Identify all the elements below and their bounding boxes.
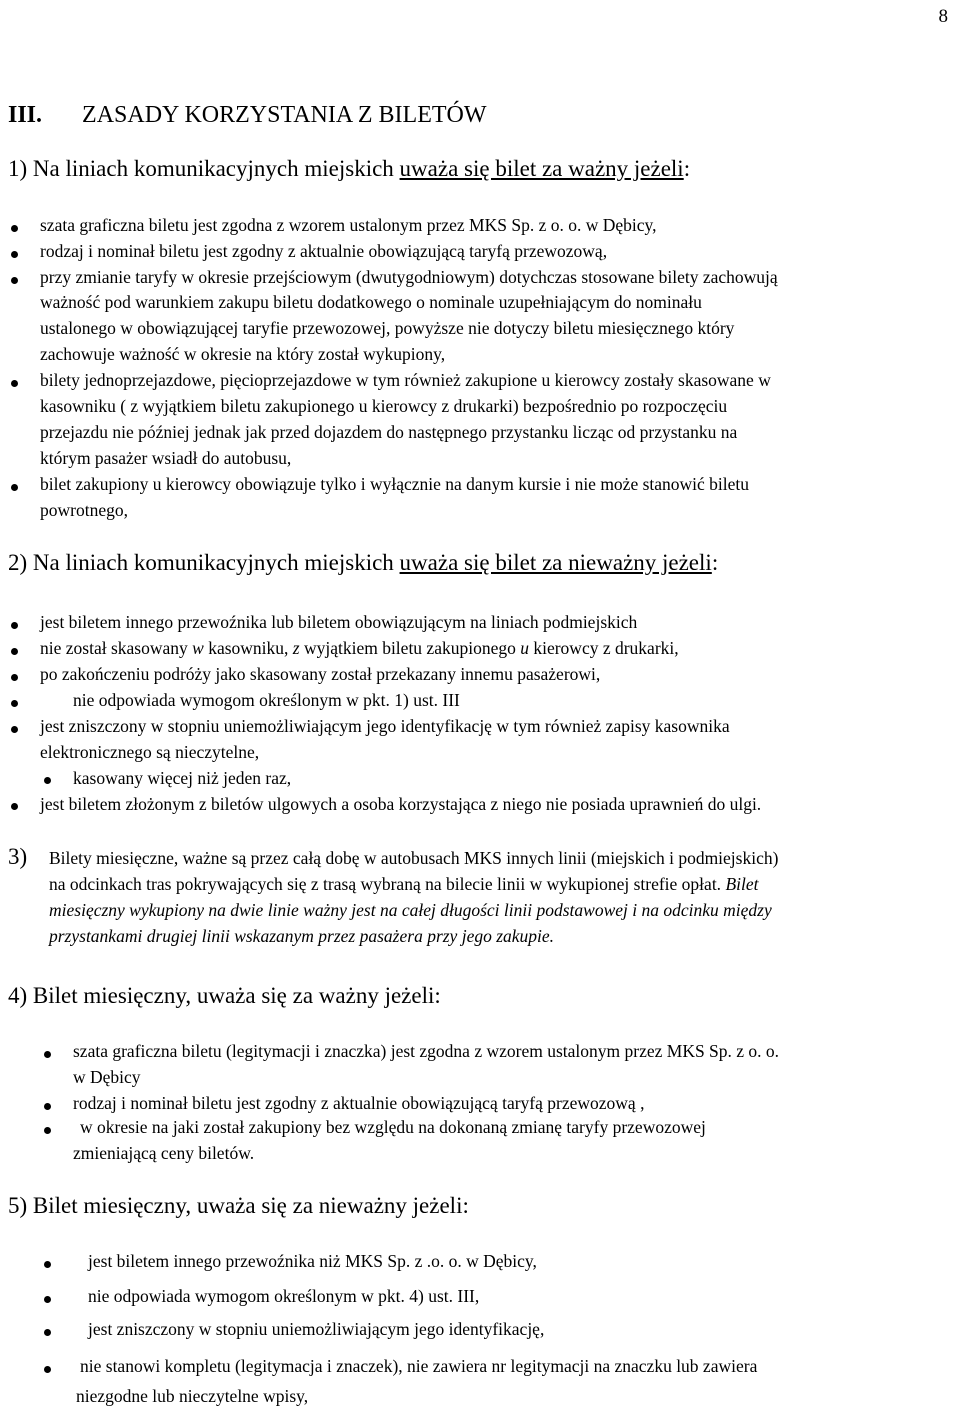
bullet bbox=[44, 1261, 51, 1268]
section-3-number: 3) bbox=[8, 844, 28, 869]
bullet bbox=[44, 1103, 51, 1110]
s2-line: jest biletem innego przewoźnika lub biletem obowiązującym na liniach podmiejskich bbox=[40, 612, 638, 632]
section-1-underlined: uważa się bilet za ważny jeżeli bbox=[399, 156, 684, 181]
s2-line: jest zniszczony w stopniu uniemożliwiającym jego identyfikację w tym również zapisy kasownika bbox=[40, 716, 730, 736]
s2-text: kasowniku, bbox=[203, 638, 293, 658]
bullet bbox=[11, 803, 18, 810]
page-number: 8 bbox=[938, 6, 948, 27]
s3-line bbox=[49, 926, 554, 947]
s1-line: bilet zakupiony u kierowcy obowiązuje tylko i wyłącznie na danym kursie i nie może stanowić biletu bbox=[40, 474, 750, 494]
s1-line: przejazdu nie później jednak jak przed dojazdem do następnego przystanku licząc od przystanku na bbox=[40, 422, 738, 442]
s1-line: powrotnego, bbox=[40, 500, 128, 520]
bullet bbox=[44, 777, 51, 784]
s4-line: rodzaj i nominał biletu jest zgodny z aktualnie obowiązującą taryfą przewozową , bbox=[73, 1093, 645, 1113]
section-5-heading: 5) Bilet miesięczny, uważa się za nieważny jeżeli: bbox=[8, 1193, 469, 1218]
s3-text: na odcinkach tras pokrywających się z trasą wybraną na bilecie linii w wykupionej strefie opłat. bbox=[49, 874, 726, 894]
bullet bbox=[44, 1366, 51, 1373]
bullet bbox=[44, 1329, 51, 1336]
s4-line: w okresie na jaki został zakupiony bez względu na dokonaną zmianę taryfy przewozowej bbox=[80, 1117, 706, 1137]
s4-line: szata graficzna biletu (legitymacji i znaczka) jest zgodna z wzorem ustalonym przez MKS Sp. z o. o. bbox=[73, 1041, 780, 1061]
s4-line: zmieniającą ceny biletów. bbox=[73, 1143, 255, 1163]
bullet bbox=[11, 700, 18, 707]
section-1-lead: 1) Na liniach komunikacyjnych miejskich bbox=[8, 156, 400, 181]
bullet bbox=[11, 622, 18, 629]
s5-line: nie odpowiada wymogom określonym w pkt. 4) ust. III, bbox=[88, 1286, 480, 1306]
s3-line bbox=[49, 874, 758, 895]
bullet bbox=[11, 674, 18, 681]
section-4-heading: 4) Bilet miesięczny, uważa się za ważny jeżeli: bbox=[8, 983, 441, 1008]
s2-italic: z bbox=[292, 638, 300, 658]
s1-line: którym pasażer wsiadł do autobusu, bbox=[40, 448, 292, 468]
s4-line: w Dębicy bbox=[73, 1067, 141, 1087]
s2-line: po zakończeniu podróży jako skasowany został przekazany innemu pasażerowi, bbox=[40, 664, 601, 684]
s2-text: nie został skasowany bbox=[40, 638, 193, 658]
s1-line: szata graficzna biletu jest zgodna z wzorem ustalonym przez MKS Sp. z o. o. w Dębicy, bbox=[40, 215, 657, 235]
bullet bbox=[11, 251, 18, 258]
bullet bbox=[11, 380, 18, 387]
s3-italic: przystankami drugiej linii wskazanym przez pasażera przy jego zakupie. bbox=[49, 926, 555, 946]
chapter-heading bbox=[8, 102, 487, 129]
s5-line: jest biletem innego przewoźnika niż MKS Sp. z .o. o. w Dębicy, bbox=[88, 1251, 537, 1271]
s2-line bbox=[40, 638, 679, 659]
s2-text: kierowcy z drukarki, bbox=[528, 638, 679, 658]
s1-line: bilety jednoprzejazdowe, pięcioprzejazdowe w tym również zakupione u kierowcy zostały skasowane w bbox=[40, 370, 771, 390]
s3-line bbox=[49, 900, 772, 921]
s1-line: przy zmianie taryfy w okresie przejściowym (dwutygodniowym) dotychczas stosowane bilety zachowują bbox=[40, 267, 778, 287]
s3-line: Bilety miesięczne, ważne są przez całą dobę w autobusach MKS innych linii (miejskich i podmiejskich) bbox=[49, 848, 779, 868]
s3-italic: miesięczny wykupiony na dwie linie ważny jest na całej długości linii podstawowej i na odcinku między bbox=[49, 900, 772, 920]
s2-line: jest biletem złożonym z biletów ulgowych a osoba korzystająca z niego nie posiada uprawnień do ulgi. bbox=[40, 794, 762, 814]
s1-line: rodzaj i nominał biletu jest zgodny z aktualnie obowiązującą taryfą przewozową, bbox=[40, 241, 608, 261]
s2-line: elektronicznego są nieczytelne, bbox=[40, 742, 260, 762]
bullet bbox=[11, 277, 18, 284]
chapter-title: ZASADY KORZYSTANIA Z BILETÓW bbox=[82, 102, 487, 128]
s5-line: nie stanowi kompletu (legitymacja i znaczek), nie zawiera nr legitymacji na znaczku lub zawiera bbox=[80, 1356, 758, 1376]
bullet bbox=[11, 225, 18, 232]
s1-line: zachowuje ważność w okresie na który został wykupiony, bbox=[40, 344, 446, 364]
bullet bbox=[11, 648, 18, 655]
section-2-underlined: uważa się bilet za nieważny jeżeli bbox=[399, 550, 712, 575]
s3-italic: Bilet bbox=[725, 874, 759, 894]
s5-line: niezgodne lub nieczytelne wpisy, bbox=[76, 1386, 309, 1406]
chapter-number: III. bbox=[8, 102, 43, 128]
s5-line: jest zniszczony w stopniu uniemożliwiającym jego identyfikację, bbox=[88, 1319, 545, 1339]
s1-line: kasowniku ( z wyjątkiem biletu zakupionego u kierowcy z drukarki) bezpośrednio po rozpoczęciu bbox=[40, 396, 728, 416]
bullet bbox=[44, 1051, 51, 1058]
s2-italic: w bbox=[192, 638, 204, 658]
bullet bbox=[11, 726, 18, 733]
section-1-heading bbox=[8, 156, 690, 182]
s2-line: nie odpowiada wymogom określonym w pkt. 1) ust. III bbox=[73, 690, 460, 710]
section-2-colon: : bbox=[711, 550, 719, 575]
bullet bbox=[44, 1127, 51, 1134]
s2-text: wyjątkiem biletu zakupionego bbox=[299, 638, 521, 658]
bullet bbox=[11, 484, 18, 491]
bullet bbox=[44, 1296, 51, 1303]
section-2-heading bbox=[8, 550, 718, 576]
section-2-lead: 2) Na liniach komunikacyjnych miejskich bbox=[8, 550, 400, 575]
section-1-colon: : bbox=[683, 156, 691, 181]
s2-italic: u bbox=[520, 638, 529, 658]
s1-line: ustalonego w obowiązującej taryfie przewozowej, powyższe nie dotyczy biletu miesięcznego który bbox=[40, 318, 735, 338]
s1-line: ważność pod warunkiem zakupu biletu dodatkowego o nominale uzupełniającym do nominału bbox=[40, 292, 702, 312]
s2-line: kasowany więcej niż jeden raz, bbox=[73, 768, 292, 788]
